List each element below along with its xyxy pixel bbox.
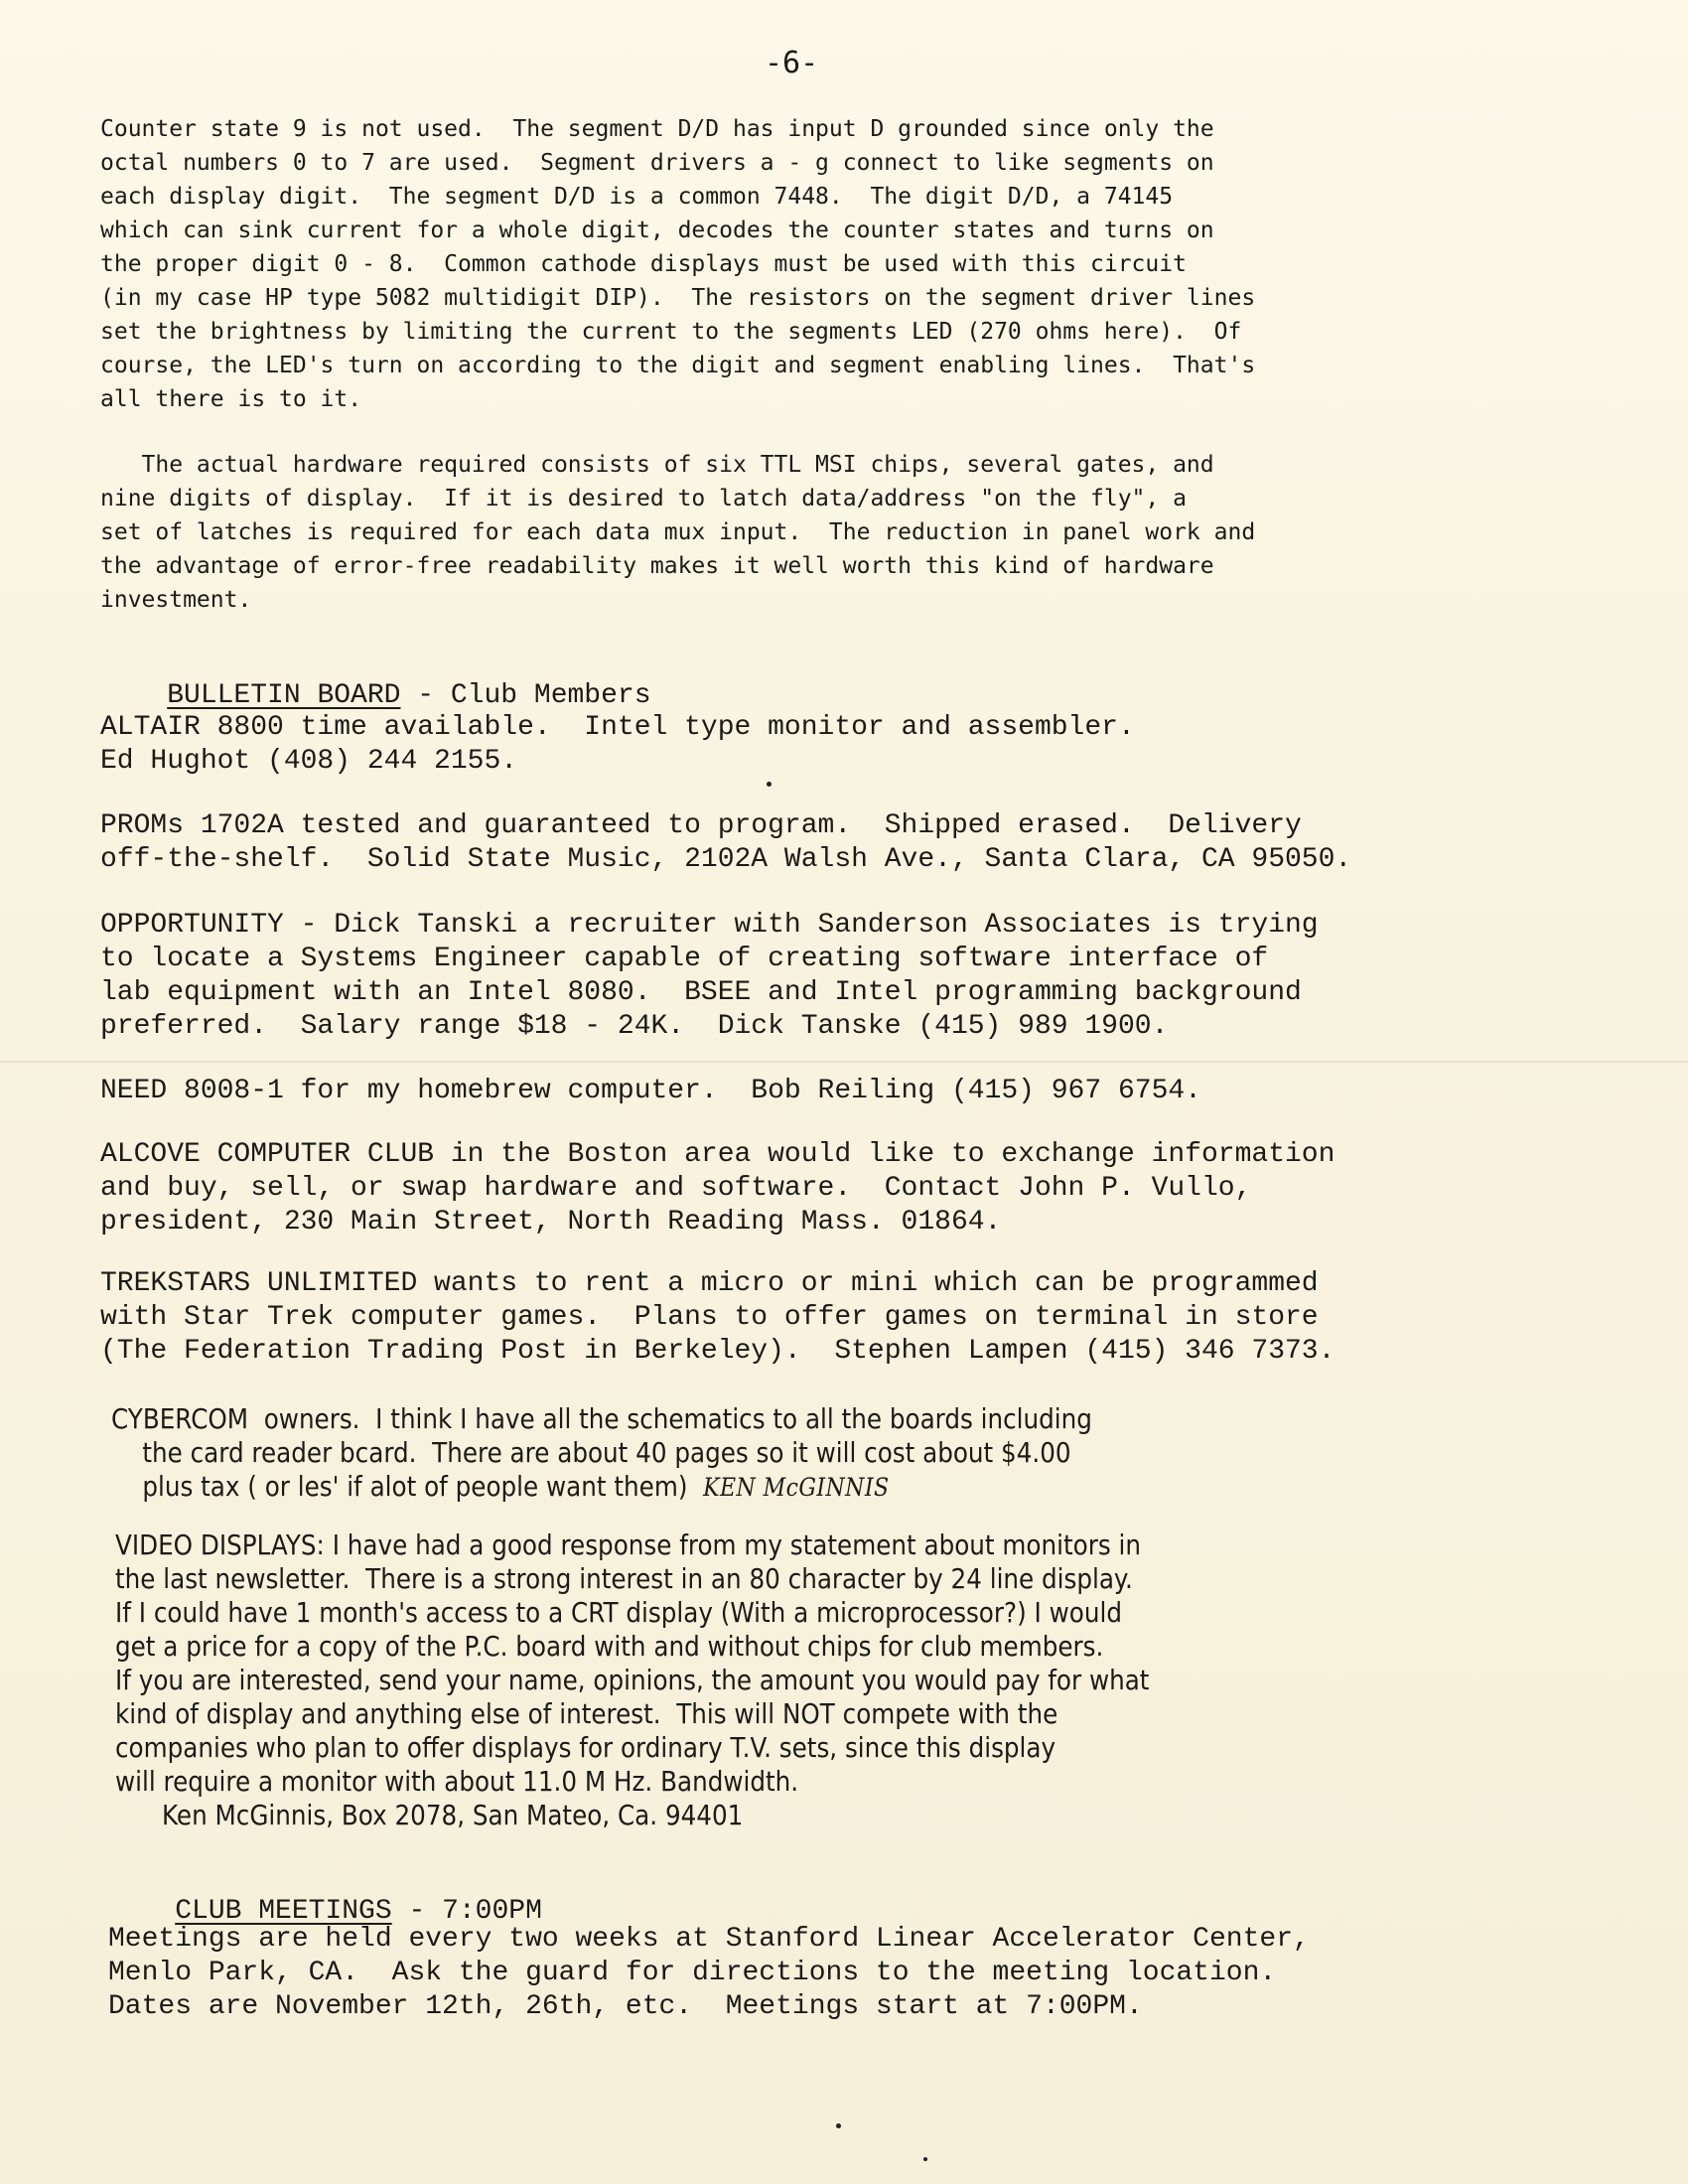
cybercom-signature: KEN McGINNIS <box>703 1473 890 1502</box>
club-meetings-text: Meetings are held every two weeks at Stanford Linear Accelerator Center, Menlo Park, CA. Ask the guard for directions to the meeting location. Dates are November 12th, 26th, etc. Meetings start at 7:00PM. <box>108 1924 1310 2022</box>
bulletin-board-title: BULLETIN BOARD <box>167 680 401 711</box>
bulletin-entry-alcove: ALCOVE COMPUTER CLUB in the Boston area would like to exchange information and buy, sell, or swap hardware and software. Contact John P. Vullo, president, 230 Main Street, North Reading Mass. 01864. <box>100 1139 1336 1238</box>
cybercom-text: CYBERCOM owners. I think I have all the schematics to all the boards including the card reader bcard. There are about 40 pages so it will cost about $4.00 plus tax ( or les' if alot of people want them) <box>111 1402 1092 1503</box>
bulletin-entry-altair: ALTAIR 8800 time available. Intel type monitor and assembler. Ed Hughot (408) 244 2155. <box>100 712 1135 777</box>
club-meetings-title: CLUB MEETINGS <box>175 1896 392 1927</box>
bulletin-entry-video-displays: VIDEO DISPLAYS: I have had a good response from my statement about monitors in the last newsletter. There is a strong interest in an 80 character by 24 line display. If I could have 1 month's access to a CRT display (With a microprocessor?) I would get a price for a copy of the P.C. board with and without chips for club members. If you are interested, send your name, opinions, the amount you would pay for what kind of display and anything else of interest. This will NOT compete with the companies who plan to offer displays for ordinary T.V. sets, since this display will require a monitor with about 11.0 M Hz. Bandwidth. <box>115 1529 1150 1798</box>
bulletin-board-subtitle: - Club Members <box>400 680 651 711</box>
ink-speck <box>836 2123 841 2128</box>
club-meetings-time: - 7:00PM <box>391 1896 542 1927</box>
paper-fold-line <box>0 1061 1688 1063</box>
intro-paragraph: The actual hardware required consists of six TTL MSI chips, several gates, and nine digits of display. If it is desired to latch data/address "on the fly", a set of latches is required for each data mux input. The reduction in panel work and the advantage of error-free readability makes it well worth this kind of hardware investment. <box>100 452 1256 613</box>
ink-speck <box>923 2157 927 2161</box>
page-number: -6- <box>765 46 819 80</box>
intro-paragraph: Counter state 9 is not used. The segment D/D has input D grounded since only the octal numbers 0 to 7 are used. Segment drivers a - g connect to like segments on each display digit. The segment D/D is a common 7448. The digit D/D, a 74145 which can sink current for a whole digit, decodes the counter states and turns on the proper digit 0 - 8. Common cathode displays must be used with this circuit (in my case HP type 5082 multidigit DIP). The resistors on the segment driver lines set the brightness by limiting the current to the segments LED (270 ohms here). Of course, the LED's turn on according to the digit and segment enabling lines. That's all there is to it. <box>100 116 1256 412</box>
bulletin-entry-trekstars: TREKSTARS UNLIMITED wants to rent a micro or mini which can be programmed with Star Trek computer games. Plans to offer games on terminal in store (The Federation Trading Post in Berkeley). Stephen Lampen (415) 346 7373. <box>100 1268 1336 1367</box>
bulletin-entry-opportunity: OPPORTUNITY - Dick Tanski a recruiter with Sanderson Associates is trying to locate a Systems Engineer capable of creating software interface of lab equipment with an Intel 8080. BSEE and Intel programming background preferred. Salary range $18 - 24K. Dick Tanske (415) 989 1900. <box>100 910 1319 1042</box>
bulletin-entry-proms: PROMs 1702A tested and guaranteed to program. Shipped erased. Delivery off-the-shelf. Solid State Music, 2102A Walsh Ave., Santa Clara, CA 95050. <box>100 810 1352 875</box>
ink-speck <box>767 782 772 787</box>
video-displays-address: Ken McGinnis, Box 2078, San Mateo, Ca. 94401 <box>115 1799 744 1831</box>
bulletin-entry-cybercom <box>111 1402 1092 1505</box>
bulletin-entry-need-8008: NEED 8008-1 for my homebrew computer. Bob Reiling (415) 967 6754. <box>100 1076 1201 1106</box>
